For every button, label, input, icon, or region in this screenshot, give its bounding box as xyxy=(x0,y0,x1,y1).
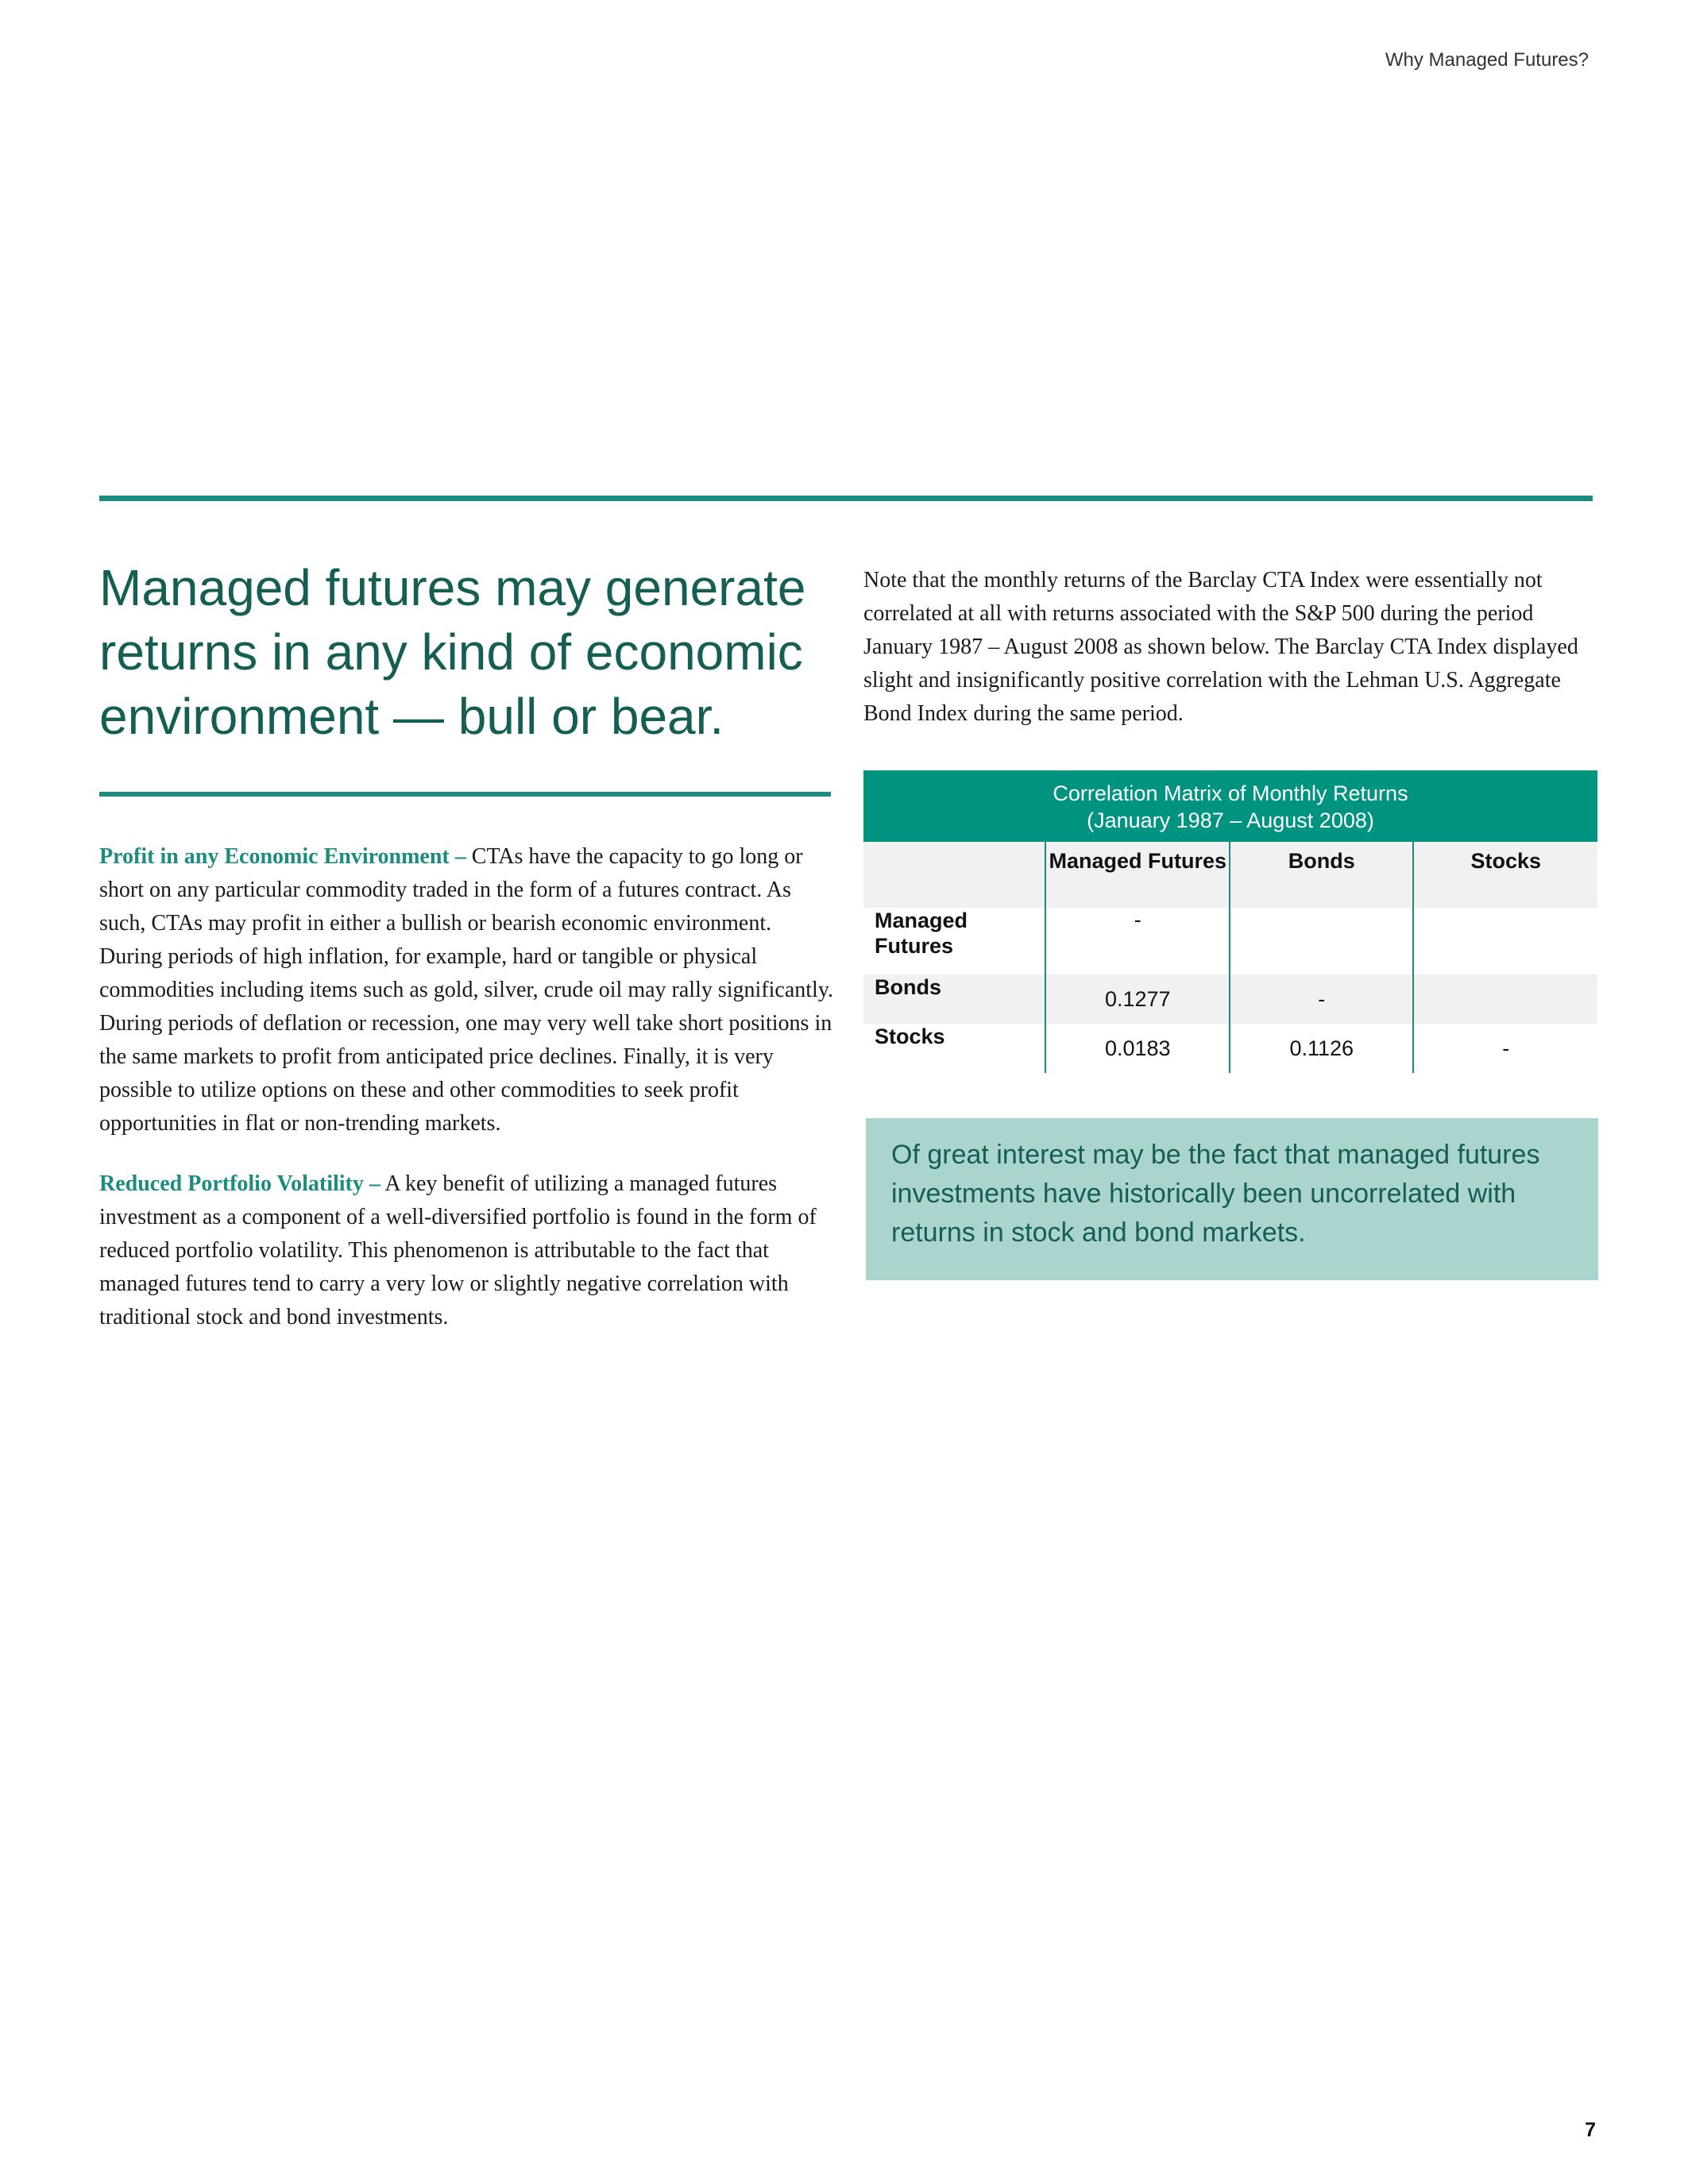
paragraph-text-profit: CTAs have the capacity to go long or short on any particular commodity traded in the form of a futures contract. As such, CTAs may profit in either a bullish or bearish economic environment. During periods of high inflation, for example, hard or tangible or physical commodities including items such as gold, silver, crude oil may rally significantly. During periods of deflation or recession, one may very well take short positions in the same markets to profit from anticipated price declines. Finally, it is very possible to utilize options on these and other commodities to seek profit opportunities in flat or non-trending markets. xyxy=(99,844,833,1136)
matrix-cell xyxy=(1230,908,1414,974)
matrix-cell: - xyxy=(1413,1024,1597,1073)
matrix-cell: - xyxy=(1230,974,1414,1024)
body-paragraph-profit xyxy=(99,840,834,1140)
matrix-title xyxy=(863,770,1597,842)
table-row xyxy=(863,908,1597,974)
matrix-cell: 0.0183 xyxy=(1045,1024,1230,1073)
page-number: 7 xyxy=(1585,2119,1596,2141)
matrix-table xyxy=(863,842,1597,1073)
body-paragraph-volatility xyxy=(99,1167,834,1334)
matrix-cell: 0.1277 xyxy=(1045,974,1230,1024)
left-body-column xyxy=(99,840,834,1361)
matrix-cell xyxy=(1413,908,1597,974)
matrix-subtitle-line: (January 1987 – August 2008) xyxy=(1087,808,1374,832)
column-header-stocks: Stocks xyxy=(1413,842,1597,908)
row-header-bonds: Bonds xyxy=(863,974,1045,1024)
paragraph-text-volatility: A key benefit of utilizing a managed futures investment as a component of a well-diversified portfolio is found in the form of reduced portfolio volatility. This phenomenon is attributable to the fact that managed futures tend to carry a very low or slightly negative correlation with traditional stock and bond investments. xyxy=(99,1171,817,1329)
column-header-managed-futures: Managed Futures xyxy=(1045,842,1230,908)
table-row xyxy=(863,1024,1597,1073)
callout-box: Of great interest may be the fact that managed futures investments have historically been uncorrelated with returns in stock and bond markets. xyxy=(866,1118,1598,1280)
matrix-intro-paragraph: Note that the monthly returns of the Barclay CTA Index were essentially not correlated at all with returns associated with the S&P 500 during the period January 1987 – August 2008 as shown below. The Barclay CTA Index displayed slight and insignificantly positive correlation with the Lehman U.S. Aggregate Bond Index during the same period. xyxy=(863,568,1578,726)
matrix-cell: 0.1126 xyxy=(1230,1024,1414,1073)
top-divider xyxy=(99,496,1593,501)
matrix-header-row xyxy=(863,842,1597,908)
paragraph-lead-volatility: Reduced Portfolio Volatility – xyxy=(99,1171,380,1196)
matrix-corner-cell xyxy=(863,842,1045,908)
column-header-bonds: Bonds xyxy=(1230,842,1414,908)
correlation-matrix xyxy=(863,770,1597,1073)
matrix-title-line: Correlation Matrix of Monthly Returns xyxy=(1053,781,1408,805)
matrix-cell xyxy=(1413,974,1597,1024)
paragraph-lead-profit: Profit in any Economic Environment – xyxy=(99,844,466,869)
row-header-stocks: Stocks xyxy=(875,1024,945,1048)
table-row xyxy=(863,974,1597,1024)
headline-divider xyxy=(99,792,831,797)
matrix-cell: - xyxy=(1045,908,1230,974)
page-headline: Managed futures may generate returns in any kind of economic environment — bull or bear. xyxy=(99,559,806,745)
row-header-managed-futures: Managed Futures xyxy=(875,909,968,958)
running-header: Why Managed Futures? xyxy=(1385,49,1589,71)
